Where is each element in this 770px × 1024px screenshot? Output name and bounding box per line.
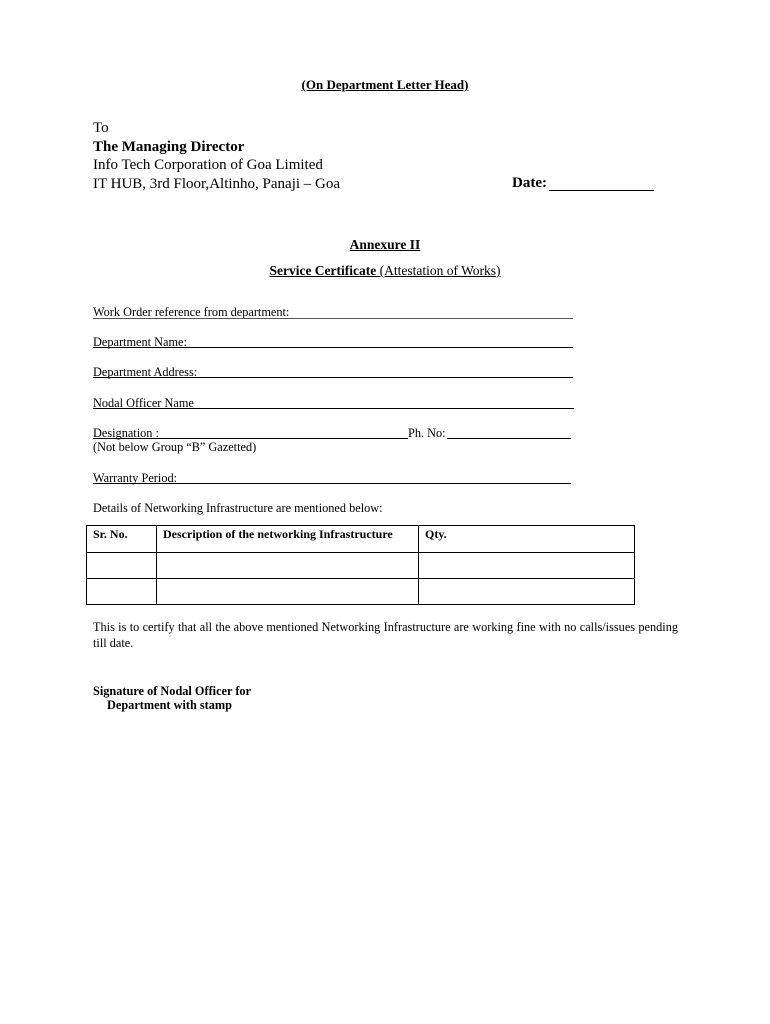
department-name-line[interactable] [93,347,573,348]
table-row [87,579,635,605]
cell-qty[interactable] [419,553,635,579]
cell-description[interactable] [157,553,419,579]
address-to: To [93,120,109,136]
designation-line[interactable] [93,438,571,439]
recipient-title: The Managing Director [93,139,245,155]
cell-description[interactable] [157,579,419,605]
work-order-label: Work Order reference from department: [93,305,290,319]
header-sr-no: Sr. No. [87,526,157,553]
nodal-officer-line[interactable] [93,408,574,409]
warranty-line[interactable] [93,483,571,484]
infrastructure-table [86,525,635,605]
designation-label: Designation : [93,426,159,440]
department-address-label: Department Address: [93,365,198,379]
recipient-location: IT HUB, 3rd Floor,Altinho, Panaji – Goa [93,176,341,192]
cell-sr-no[interactable] [87,579,157,605]
work-order-line[interactable] [93,318,573,319]
department-name-label: Department Name: [93,335,187,349]
warranty-label: Warranty Period: [93,471,178,485]
date-blank-line[interactable] [549,190,654,191]
date-label: Date: [512,175,547,191]
table-row [87,553,635,579]
signature-line-2: Department with stamp [107,698,233,712]
ph-no-label: Ph. No: [408,426,446,440]
department-address-line[interactable] [93,377,573,378]
cell-sr-no[interactable] [87,553,157,579]
subtitle-rest: (Attestation of Works) [376,263,501,278]
header-qty: Qty. [419,526,635,553]
certificate-subtitle [0,263,770,279]
letterhead-note: (On Department Letter Head) [301,77,469,92]
cell-qty[interactable] [419,579,635,605]
header-description: Description of the networking Infrastructure [157,526,419,553]
nodal-officer-label: Nodal Officer Name [93,396,194,410]
designation-note: (Not below Group “B” Gazetted) [93,440,257,454]
table-header-row [87,526,635,553]
recipient-company: Info Tech Corporation of Goa Limited [93,157,323,173]
certification-paragraph: This is to certify that all the above mentioned Networking Infrastructure are working fine with no calls/issues pending till date. [93,620,678,650]
signature-line-1: Signature of Nodal Officer for [93,684,252,698]
subtitle-bold: Service Certificate [269,263,377,278]
details-intro: Details of Networking Infrastructure are mentioned below: [93,501,383,515]
annexure-heading: Annexure II [349,237,421,252]
